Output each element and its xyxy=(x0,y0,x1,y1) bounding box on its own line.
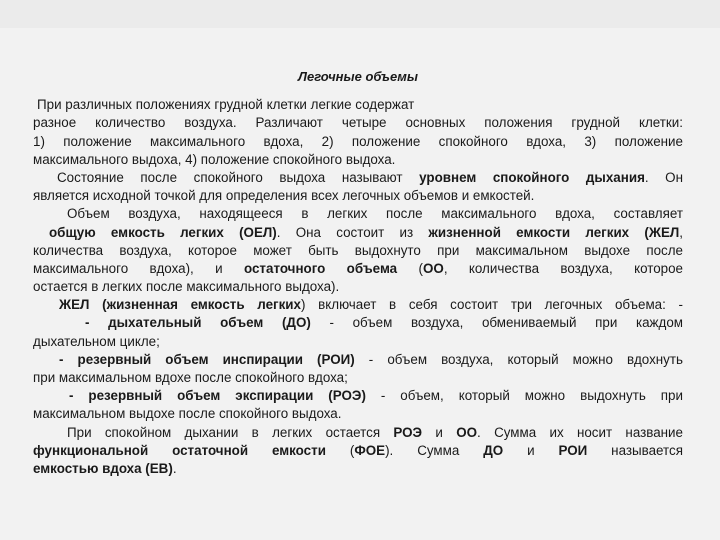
term-ev: емкостью вдоха (ЕВ) xyxy=(33,460,173,476)
document-title: Легочные объемы xyxy=(298,69,418,84)
term-roi-2: РОИ xyxy=(558,442,588,458)
text-line-1: При различных положениях грудной клетки легкие содержат xyxy=(37,97,415,113)
text-line-12: ЖЕЛ (жизненная емкость легких) включает в себя состоит три легочных объема: - xyxy=(59,297,683,313)
term-roi: - резервный объем инспирации (РОИ) xyxy=(59,351,355,367)
text-line-8: общую емкость легких (ОЕЛ). Она состоит из жизненной емкости легких (ЖЕЛ, xyxy=(49,224,683,240)
text-line-19: При спокойном дыхании в легких остается РОЭ и ОО. Сумма их носит название xyxy=(67,424,683,440)
text-line-9: количества воздуха, которое может быть выдохнуто при максимальном выдохе после xyxy=(33,242,683,258)
term-do: - дыхательный объем (ДО) xyxy=(85,315,311,331)
text-line-2: разное количество воздуха. Различают четыре основных положения грудной клетки: xyxy=(33,115,683,131)
term-quiet-breathing-level: уровнем спокойного дыхания xyxy=(419,169,645,185)
top-band xyxy=(0,0,720,28)
text-line-14: дыхательном цикле; xyxy=(33,333,160,349)
term-do-2: ДО xyxy=(483,442,504,458)
term-roe-2: РОЭ xyxy=(393,424,423,440)
text-line-5: Состояние после спокойного выдоха называют уровнем спокойного дыхания. Он xyxy=(57,169,683,185)
text-line-6: является исходной точкой для определения всех легочных объемов и емкостей. xyxy=(33,188,535,204)
term-oo: ОО xyxy=(422,260,444,276)
text-line-11: остается в легких после максимального выдоха). xyxy=(33,279,340,295)
text-line-20: функциональной остаточной емкости (ФОЕ). Сумма ДО и РОИ называется xyxy=(33,442,683,458)
text-line-3: 1) положение максимального вдоха, 2) положение спокойного вдоха, 3) положение xyxy=(33,133,683,149)
document-body xyxy=(33,68,683,478)
text-line-15: - резервный объем инспирации (РОИ) - объем воздуха, который можно вдохнуть xyxy=(59,351,683,367)
text-line-10: максимального вдоха), и остаточного объема (ОО, количества воздуха, которое xyxy=(33,260,683,276)
slide-page xyxy=(0,28,720,540)
text-line-17: - резервный объем экспирации (РОЭ) - объем, который можно выдохнуть при xyxy=(69,388,683,404)
term-zhel-full: ЖЕЛ (жизненная емкость легких xyxy=(59,297,301,313)
term-oo-2: ОО xyxy=(456,424,478,440)
text-line-7: Объем воздуха, находящееся в легких после максимального вдоха, составляет xyxy=(67,206,683,222)
term-residual-volume: остаточного объема xyxy=(243,260,398,276)
text-line-4: максимального выдоха, 4) положение спокойного выдоха. xyxy=(33,151,396,167)
term-roe: - резервный объем экспирации (РОЭ) xyxy=(69,388,366,404)
text-line-18: максимальном выдохе после спокойного выдоха. xyxy=(33,406,342,422)
term-zhel: жизненной емкости легких (ЖЕЛ xyxy=(428,224,680,240)
term-foe-full: функциональной остаточной емкости xyxy=(33,442,326,458)
text-line-13: - дыхательный объем (ДО) - объем воздуха, обмениваемый при каждом xyxy=(85,315,683,331)
term-oel: общую емкость легких (ОЕЛ) xyxy=(49,224,277,240)
term-foe: ФОЕ xyxy=(354,442,386,458)
text-line-16: при максимальном вдохе после спокойного вдоха; xyxy=(33,370,348,386)
text-line-21: емкостью вдоха (ЕВ). xyxy=(33,460,177,476)
